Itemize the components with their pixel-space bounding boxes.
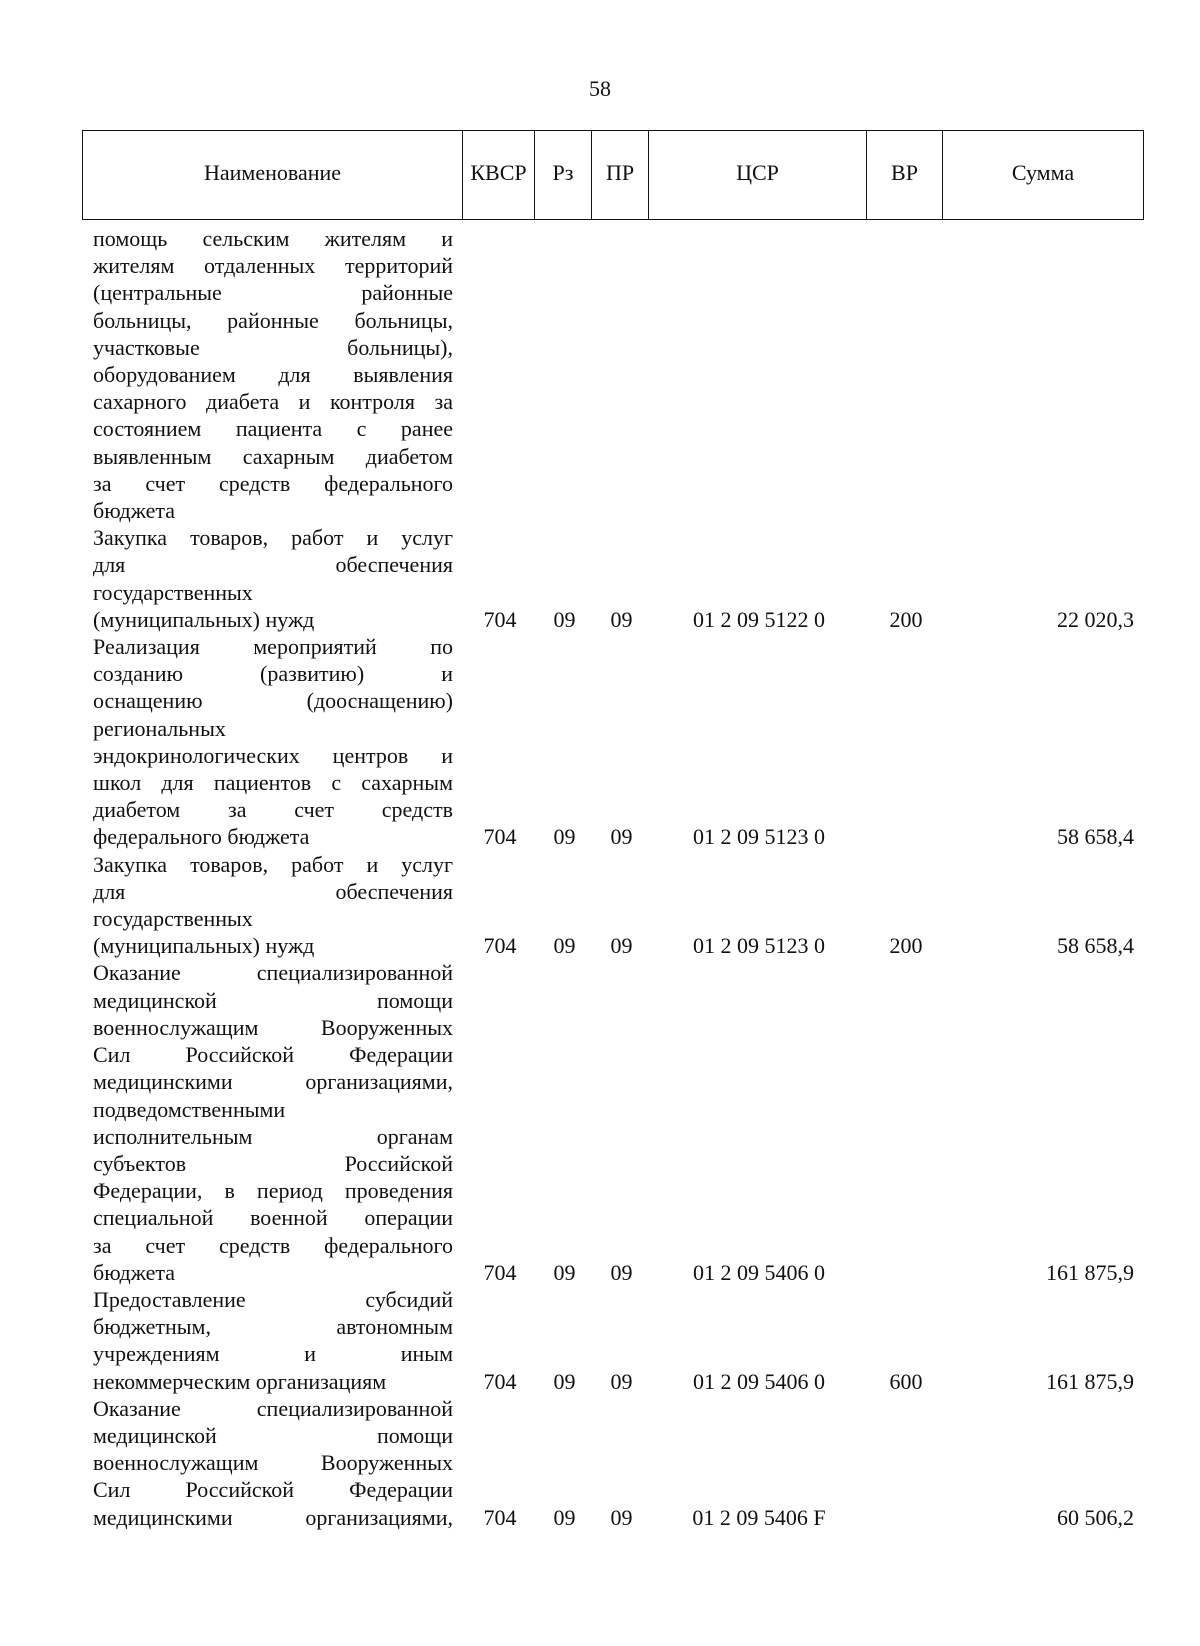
cell-kvsr: 704 [483,1504,517,1530]
row-name-line: Сил Российской Федерации [93,1042,453,1068]
cell-csr: 01 2 09 5406 0 [693,1259,825,1285]
cell-rz: 09 [553,606,576,632]
row-name-line: Оказание специализированной [93,1395,453,1421]
header-name: Наименование [83,131,463,219]
row-name [93,633,453,851]
cell-rz: 09 [553,1504,576,1530]
cell-kvsr: 704 [483,606,517,632]
row-name-line: оборудованием для выявления [93,362,453,388]
cell-csr: 01 2 09 5122 0 [693,606,825,632]
row-name-line: за счет средств федерального [93,470,453,496]
cell-pr: 09 [610,1259,633,1285]
row-name-line: военнослужащим Вооруженных [93,1014,453,1040]
header-sum: Сумма [1011,160,1075,185]
table-row [0,1395,1200,1531]
row-name-line: Предоставление субсидий [93,1286,453,1312]
row-name-line: федерального бюджета [93,824,310,850]
cell-kvsr: 704 [483,824,517,850]
row-name [93,959,453,1285]
row-name-line: Сил Российской Федерации [93,1477,453,1503]
header-vr: ВР [867,131,943,219]
cell-csr: 01 2 09 5406 F [692,1504,826,1530]
row-name [93,1286,453,1395]
cell-sum: 22 020,3 [1057,606,1134,632]
table-row [0,1286,1200,1395]
cell-kvsr: 704 [483,1368,517,1394]
cell-csr: 01 2 09 5406 0 [693,1368,825,1394]
header-pr: ПР [592,131,649,219]
cell-pr: 09 [610,933,633,959]
header-csr: ЦСР [649,131,867,219]
row-name-line: для обеспечения [93,552,453,578]
row-name-line: специальной военной операции [93,1205,453,1231]
row-name-line: сахарного диабета и контроля за [93,389,453,415]
cell-vr: 600 [889,1368,923,1394]
row-name-line: состоянием пациента с ранее [93,416,453,442]
cell-sum: 58 658,4 [1057,824,1134,850]
row-name [93,524,453,633]
row-name-line: (центральные районные [93,280,453,306]
row-name-line: субъектов Российской [93,1150,453,1176]
cell-vr: 200 [889,933,923,959]
table-row [0,851,1200,960]
cell-pr: 09 [610,1368,633,1394]
row-name-line: выявленным сахарным диабетом [93,443,453,469]
cell-rz: 09 [553,824,576,850]
table-row [0,524,1200,633]
row-name [93,851,453,960]
row-name-line: Оказание специализированной [93,960,453,986]
row-name [93,225,453,524]
table-row [0,225,1200,524]
cell-kvsr: 704 [483,933,517,959]
table-body [0,225,1200,1531]
row-name-line: жителям отдаленных территорий [93,253,453,279]
row-name-line: бюджетным, автономным [93,1314,453,1340]
cell-rz: 09 [553,1368,576,1394]
cell-pr: 09 [610,1504,633,1530]
row-name-line: учреждениям и иным [93,1341,453,1367]
row-name-line: эндокринологических центров и [93,742,453,768]
cell-sum: 161 875,9 [1046,1368,1134,1394]
cell-pr: 09 [610,606,633,632]
cell-vr: 200 [889,606,923,632]
header-kvsr: КВСР [463,131,535,219]
page-number: 58 [589,76,611,101]
row-name-line: государственных [93,579,253,605]
row-name-line: исполнительным органам [93,1123,453,1149]
row-name-line: медицинскими организациями, [93,1069,453,1095]
row-name-line: бюджета [93,1259,176,1285]
cell-rz: 09 [553,1259,576,1285]
row-name-line: помощь сельским жителям и [93,226,453,251]
row-name-line: участковые больницы), [93,334,453,360]
row-name-line: подведомственными [93,1096,286,1122]
cell-sum: 58 658,4 [1057,933,1134,959]
cell-sum: 60 506,2 [1057,1504,1134,1530]
table-header [82,130,1144,220]
row-name-line: некоммерческим организациям [93,1368,387,1394]
row-name-line: Закупка товаров, работ и услуг [93,851,453,877]
cell-csr: 01 2 09 5123 0 [693,933,825,959]
row-name-line: (муниципальных) нужд [93,606,315,632]
cell-kvsr: 704 [483,1259,517,1285]
row-name-line: для обеспечения [93,878,453,904]
cell-csr: 01 2 09 5123 0 [693,824,825,850]
cell-sum: 161 875,9 [1046,1259,1134,1285]
row-name-line: медицинской помощи [93,987,453,1013]
row-name-line: (муниципальных) нужд [93,933,315,959]
table-row [0,633,1200,851]
row-name-line: за счет средств федерального [93,1232,453,1258]
table-row [0,959,1200,1285]
row-name-line: школ для пациентов с сахарным [93,770,453,796]
header-rz: Рз [535,131,592,219]
row-name-line: оснащению (дооснащению) [93,688,453,714]
row-name-line: медицинской помощи [93,1422,453,1448]
row-name-line: диабетом за счет средств [93,797,453,823]
cell-rz: 09 [553,933,576,959]
row-name-line: военнослужащим Вооруженных [93,1450,453,1476]
row-name-line: Реализация мероприятий по [93,634,453,660]
row-name-line: региональных [93,715,226,741]
row-name-line: созданию (развитию) и [93,661,453,687]
row-name-line: Закупка товаров, работ и услуг [93,525,453,551]
row-name-line: государственных [93,906,253,932]
row-name [93,1395,453,1531]
row-name-line: медицинскими организациями, [93,1504,453,1530]
cell-pr: 09 [610,824,633,850]
row-name-line: больницы, районные больницы, [93,307,453,333]
row-name-line: бюджета [93,498,176,524]
row-name-line: Федерации, в период проведения [93,1178,453,1204]
